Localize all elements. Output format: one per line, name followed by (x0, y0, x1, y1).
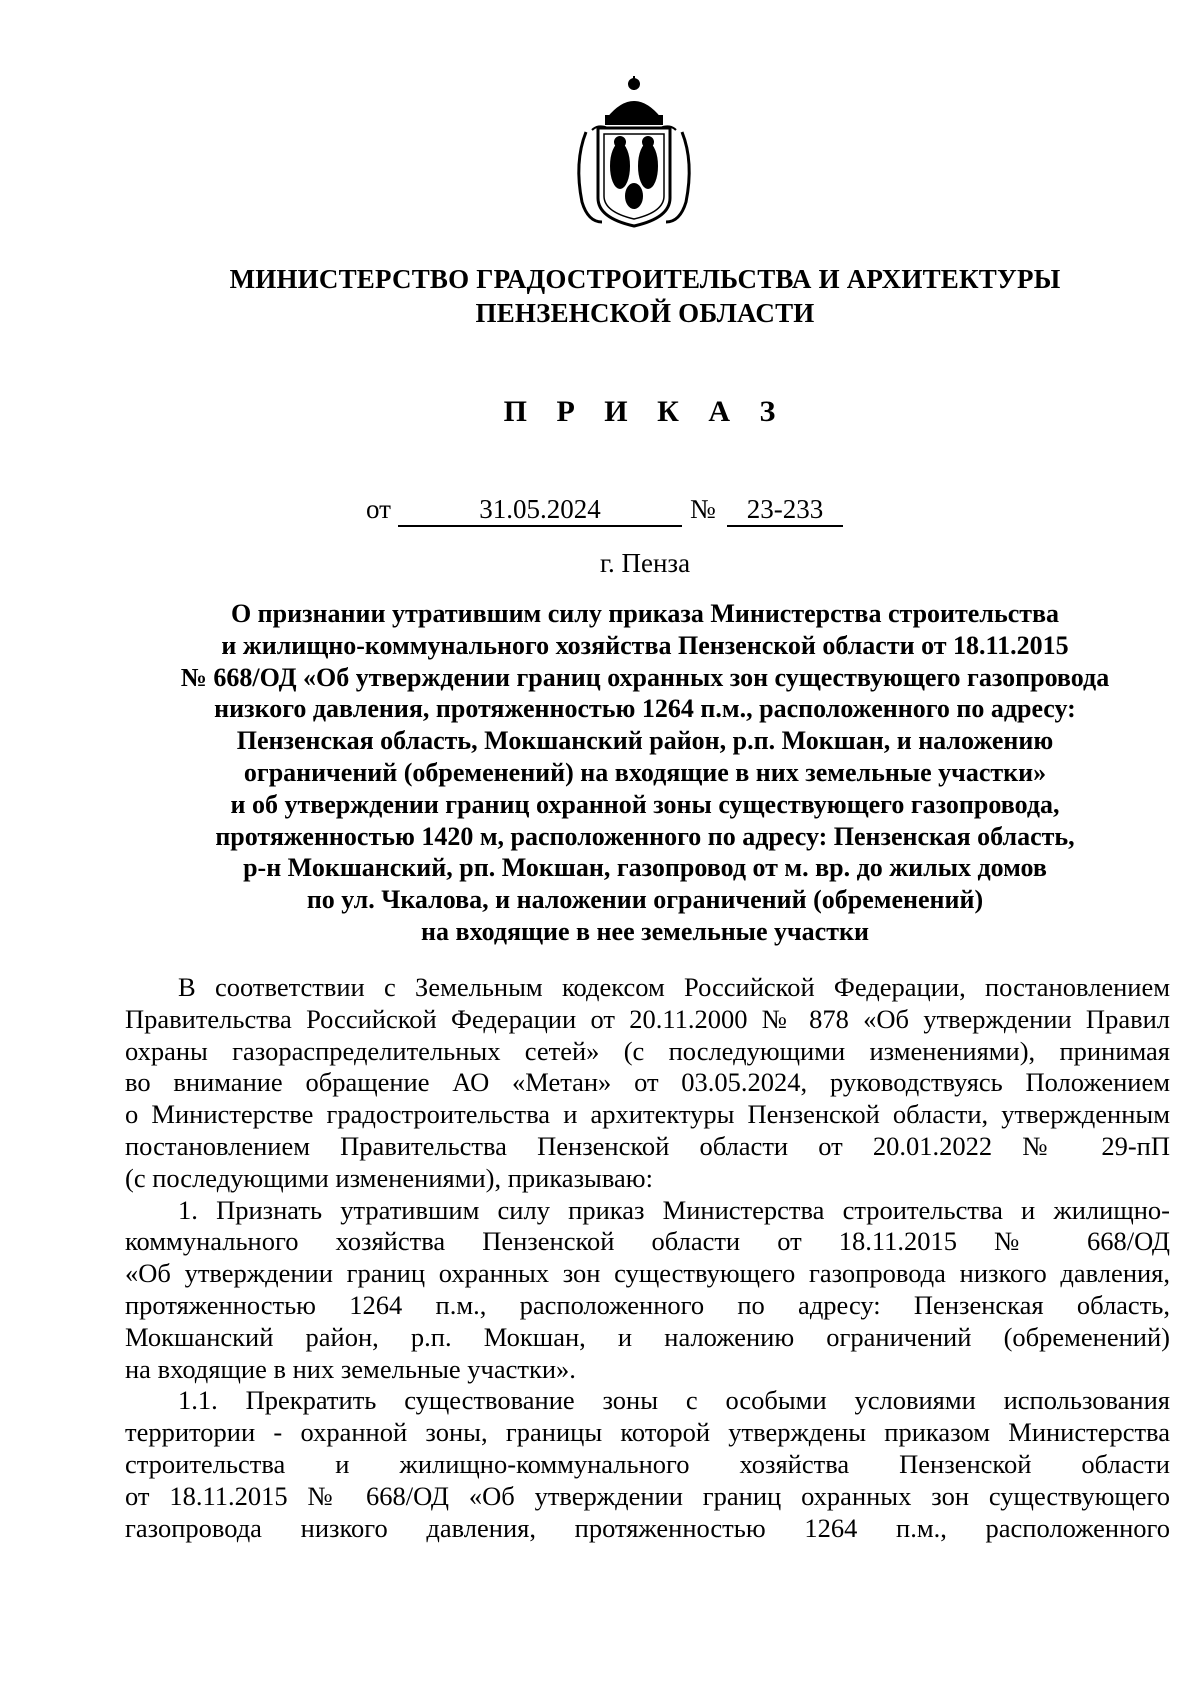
body-line: от 18.11.2015 № 668/ОД «Об утверждении границ охранных зон существующего (125, 1480, 1170, 1511)
document-type: П Р И К А З (503, 395, 787, 428)
document-date: 31.05.2024 (398, 494, 682, 527)
number-prefix: № (690, 494, 716, 524)
document-number: 23-233 (727, 494, 843, 527)
city: г. Пенза (599, 548, 691, 578)
body-line: постановлением Правительства Пензенской области от 20.01.2022 № 29-пП (125, 1130, 1170, 1161)
title-line: ограничений (обременений) на входящие в них земельные участки» (243, 757, 1047, 787)
body-line: «Об утверждении границ охранных зон существующего газопровода низкого давления, (125, 1258, 1170, 1289)
title-line: и об утверждении границ охранной зоны существующего газопровода, (230, 789, 1060, 819)
date-number-line (0, 494, 1200, 528)
document-body (125, 972, 1170, 1544)
body-line: охраны газораспределительных сетей» (с последующими изменениями), принимая (125, 1035, 1170, 1066)
body-line: о Министерстве градостроительства и архитектуры Пензенской области, утвержденным (125, 1099, 1170, 1130)
title-line: протяженностью 1420 м, расположенного по адресу: Пензенская область, (215, 821, 1075, 851)
date-prefix: от (366, 494, 391, 524)
body-line: газопровода низкого давления, протяженностью 1264 п.м., расположенного (125, 1512, 1170, 1543)
title-line: р-н Мокшанский, рп. Мокшан, газопровод от м. вр. до жилых домов (243, 853, 1047, 883)
document-title (130, 598, 1160, 948)
body-line: Мокшанский район, р.п. Мокшан, и наложению ограничений (обременений) (125, 1321, 1170, 1352)
body-line: (с последующими изменениями), приказываю: (125, 1162, 653, 1193)
title-line: Пензенская область, Мокшанский район, р.п. Мокшан, и наложению (236, 726, 1054, 756)
title-line: и жилищно-коммунального хозяйства Пензенской области от 18.11.2015 (221, 630, 1069, 660)
body-line: коммунального хозяйства Пензенской области от 18.11.2015 № 668/ОД (125, 1226, 1170, 1257)
body-line: территории - охранной зоны, границы которой утверждены приказом Министерства (125, 1417, 1170, 1448)
title-line: на входящие в нее земельные участки (421, 916, 869, 946)
title-line: по ул. Чкалова, и наложении ограничений (обременений) (306, 885, 984, 915)
title-line: низкого давления, протяженностью 1264 п.м., расположенного по адресу: (214, 694, 1076, 724)
title-line: № 668/ОД «Об утверждении границ охранных зон существующего газопровода (180, 662, 1110, 692)
penza-coat-of-arms-icon (568, 72, 700, 232)
ministry-name (120, 262, 1170, 330)
ministry-line: ПЕНЗЕНСКОЙ ОБЛАСТИ (475, 298, 815, 328)
body-line: 1. Признать утратившим силу приказ Министерства строительства и жилищно- (178, 1194, 1170, 1225)
body-line: Правительства Российской Федерации от 20.11.2000 № 878 «Об утверждении Правил (125, 1003, 1170, 1034)
body-line: протяженностью 1264 п.м., расположенного по адресу: Пензенская область, (125, 1289, 1170, 1320)
body-line: во внимание обращение АО «Метан» от 03.05.2024, руководствуясь Положением (125, 1067, 1170, 1098)
body-line: 1.1. Прекратить существование зоны с особыми условиями использования (178, 1385, 1170, 1416)
body-line: на входящие в них земельные участки». (125, 1353, 576, 1384)
body-line: В соответствии с Земельным кодексом Российской Федерации, постановлением (178, 972, 1170, 1002)
body-line: строительства и жилищно-коммунального хозяйства Пензенской области (125, 1448, 1170, 1479)
title-line: О признании утратившим силу приказа Министерства строительства (230, 599, 1060, 628)
ministry-line: МИНИСТЕРСТВО ГРАДОСТРОИТЕЛЬСТВА И АРХИТЕКТУРЫ (229, 264, 1061, 294)
